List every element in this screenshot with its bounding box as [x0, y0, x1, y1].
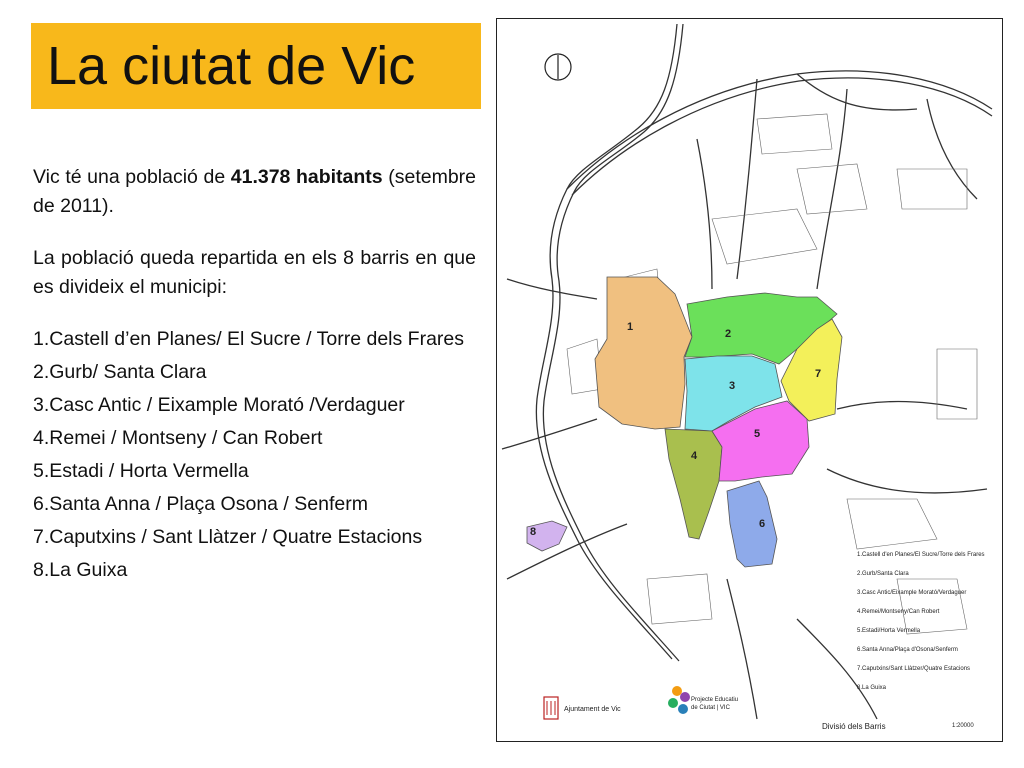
text-column — [33, 163, 476, 589]
districts-paragraph: La població queda repartida en els 8 barris en que es divideix el municipi: — [33, 247, 476, 298]
projecte-line2: de Ciutat | VIC — [691, 705, 730, 711]
population-suffix: (setembre de 2011). — [33, 166, 477, 217]
map-svg — [497, 19, 1002, 741]
districts-map — [496, 18, 1003, 742]
projecte-educatiu-logo — [668, 686, 690, 714]
district-number: 4 — [691, 450, 698, 462]
district-1-area — [595, 277, 692, 429]
page-title: La ciutat de Vic — [47, 36, 416, 96]
legend-item: 5.Estadi/Horta Vermella — [857, 628, 921, 634]
districts-layer — [527, 277, 842, 567]
district-number: 1 — [627, 321, 634, 333]
districts-list — [33, 325, 476, 585]
legend-item: 8.La Guixa — [857, 685, 887, 691]
district-item: 1.Castell d’en Planes/ El Sucre / Torre dels Frares — [33, 328, 464, 350]
district-item: 4.Remei / Montseny / Can Robert — [33, 427, 323, 449]
ajuntament-logo — [544, 697, 558, 719]
map-scale: 1:20000 — [952, 723, 974, 729]
population-prefix: Vic té una població de — [33, 166, 231, 188]
legend-item: 6.Santa Anna/Plaça d'Osona/Senferm — [857, 647, 958, 653]
map-title: Divisió dels Barris — [822, 722, 886, 731]
district-6-area — [727, 481, 777, 567]
district-item: 6.Santa Anna / Plaça Osona / Senferm — [33, 493, 368, 515]
district-number: 6 — [759, 518, 766, 530]
district-number: 3 — [729, 380, 736, 392]
district-number: 7 — [815, 368, 822, 380]
district-item: 8.La Guixa — [33, 559, 128, 581]
projecte-line1: Projecte Educatiu — [691, 697, 739, 703]
legend-item: 4.Remei/Montseny/Can Robert — [857, 609, 940, 615]
district-number: 2 — [725, 328, 732, 340]
legend-item: 7.Caputxins/Sant Llàtzer/Quatre Estacions — [857, 666, 971, 672]
legend-item: 1.Castell d'en Planes/El Sucre/Torre dels Frares — [857, 552, 985, 558]
north-compass-icon — [545, 54, 571, 80]
district-number: 5 — [754, 428, 761, 440]
district-item: 5.Estadi / Horta Vermella — [33, 460, 249, 482]
legend-item: 3.Casc Antic/Eixample Morató/Verdaguer — [857, 590, 967, 596]
ajuntament-label: Ajuntament de Vic — [564, 706, 621, 713]
district-item: 3.Casc Antic / Eixample Morató /Verdaguer — [33, 394, 405, 416]
population-value: 41.378 habitants — [230, 166, 383, 188]
district-4-area — [665, 429, 722, 539]
district-item: 7.Caputxins / Sant Llàtzer / Quatre Estacions — [33, 526, 423, 548]
district-item: 2.Gurb/ Santa Clara — [33, 361, 207, 383]
legend-item: 2.Gurb/Santa Clara — [857, 571, 909, 577]
district-number: 8 — [530, 526, 537, 538]
population-paragraph — [33, 163, 476, 221]
